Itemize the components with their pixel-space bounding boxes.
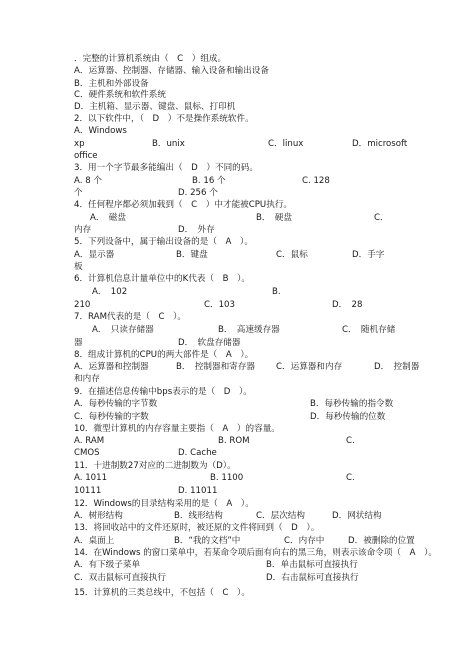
line-text: 14．在Windows 的窗口菜单中，若某命令项后面有向右的黑三角，则表示该命令项（ A ）。 bbox=[74, 548, 437, 558]
line-text: A．树形结构 bbox=[74, 511, 123, 521]
text-line bbox=[0, 471, 474, 485]
line-text: A．每秒传输的字节数 bbox=[74, 399, 158, 409]
line-text: 4．任何程序都必须加载到（ C ）中才能被CPU执行。 bbox=[74, 200, 293, 210]
line-text: 13．将回收站中的文件还原时，被还原的文件将回到（ D ）。 bbox=[74, 523, 320, 533]
line-text: A．桌面上 bbox=[74, 536, 115, 546]
option-text: B. 16 个 bbox=[192, 176, 226, 186]
option-text: C. bbox=[346, 473, 355, 483]
option-text: D. Cache bbox=[178, 448, 217, 458]
option-text: D．网状结构 bbox=[332, 511, 382, 521]
option-text: D．右击鼠标可直接执行 bbox=[266, 573, 359, 583]
line-text: 10111 bbox=[74, 486, 102, 496]
text-line bbox=[0, 198, 474, 212]
text-line bbox=[0, 484, 474, 498]
line-text: A． 磁盘 bbox=[90, 213, 126, 223]
line-text: 8．组成计算机的CPU的两大部件是（ A ）。 bbox=[74, 350, 254, 360]
line-text: B．主机和外部设备 bbox=[74, 79, 149, 89]
option-text: C．运算器和内存 bbox=[276, 362, 343, 372]
option-text: B．每秒传输的指令数 bbox=[310, 399, 394, 409]
line-text: 3．用一个字节最多能编出（ D ）不同的码。 bbox=[74, 163, 258, 173]
option-text: D. 256 个 bbox=[178, 188, 218, 198]
text-line bbox=[0, 571, 474, 585]
option-text: C． 随机存储 bbox=[342, 325, 396, 335]
line-text: A．运算器和控制器 bbox=[74, 362, 149, 372]
line-text: 210 bbox=[74, 300, 91, 310]
option-text: D．手字 bbox=[352, 250, 385, 260]
option-text: B． 硬盘 bbox=[256, 213, 292, 223]
line-text: office bbox=[74, 151, 98, 161]
option-text: B． 控制器和寄存器 bbox=[176, 362, 255, 372]
option-text: C. 128 bbox=[302, 176, 330, 186]
line-text: 板 bbox=[74, 262, 83, 272]
line-text: C．每秒传输的字数 bbox=[74, 412, 149, 422]
line-text: A. RAM bbox=[74, 436, 105, 446]
line-text: A．显示器 bbox=[74, 250, 115, 260]
text-line bbox=[0, 586, 474, 600]
option-text: B. 1100 bbox=[210, 473, 244, 483]
text-line bbox=[0, 285, 474, 299]
text-line bbox=[0, 397, 474, 411]
line-text: 个 bbox=[74, 188, 83, 198]
line-text: 9．在描述信息传输中bps表示的是（ D ）。 bbox=[74, 387, 252, 397]
line-text: 和内存 bbox=[74, 374, 100, 384]
text-line bbox=[0, 272, 474, 286]
text-line bbox=[0, 323, 474, 337]
line-text: A．有下级子菜单 bbox=[74, 560, 141, 570]
line-text: 10．微型计算机的内存容量主要指（ A ）的容量。 bbox=[74, 424, 280, 434]
line-text: CMOS bbox=[74, 448, 100, 458]
text-line bbox=[0, 64, 474, 78]
line-text: ．完整的计算机系统由（ C ）组成。 bbox=[74, 54, 227, 64]
text-line bbox=[0, 446, 474, 460]
option-text: D． 软盘存储器 bbox=[178, 338, 241, 348]
line-text: A．Windows bbox=[74, 126, 127, 136]
text-line bbox=[0, 558, 474, 572]
line-text: 15．计算机的三类总线中，不包括（ C ）。 bbox=[74, 588, 250, 598]
option-text: D． 外存 bbox=[178, 225, 215, 235]
line-text: 12．Windows的目录结构采用的是（ A ）。 bbox=[74, 499, 254, 509]
text-line bbox=[0, 372, 474, 386]
text-line bbox=[0, 235, 474, 249]
option-text: D． 控制器 bbox=[374, 362, 420, 372]
line-text: 11．十进制数27对应的二进制数为（D）。 bbox=[74, 461, 236, 471]
option-text: D．microsoft bbox=[352, 139, 408, 149]
option-text: C．103 bbox=[204, 300, 235, 310]
line-text: xp bbox=[74, 139, 85, 149]
line-text: 2．以下软件中，（ D ）不是操作系统软件。 bbox=[74, 114, 254, 124]
option-text: C． bbox=[374, 213, 389, 223]
option-text: C. bbox=[346, 436, 355, 446]
line-text: C．硬件系统和软件系统 bbox=[74, 90, 166, 100]
line-text: 5．下列设备中，属于输出设备的是（ A ）。 bbox=[74, 237, 253, 247]
line-text: A． 只读存储器 bbox=[92, 325, 154, 335]
text-line bbox=[0, 161, 474, 175]
option-text: B. ROM bbox=[218, 436, 250, 446]
option-text: B．“我的文档”中 bbox=[174, 536, 241, 546]
option-text: C．内存中 bbox=[284, 536, 325, 546]
option-text: B．unix bbox=[152, 139, 185, 149]
line-text: A． 102 bbox=[92, 287, 128, 297]
option-text: B． 高速缓存器 bbox=[218, 325, 280, 335]
option-text: B．线形结构 bbox=[174, 511, 223, 521]
option-text: B．单击鼠标可直接执行 bbox=[266, 560, 358, 570]
line-text: D．主机箱、显示器、键盘、鼠标、打印机 bbox=[74, 102, 236, 112]
text-line bbox=[0, 124, 474, 138]
option-text: C．linux bbox=[268, 139, 304, 149]
option-text: C．鼠标 bbox=[276, 250, 308, 260]
line-text: 器 bbox=[74, 338, 83, 348]
line-text: A. 8 个 bbox=[74, 176, 102, 186]
option-text: B. bbox=[272, 287, 281, 297]
line-text: 6．计算机信息计量单位中的K代表（ B ）。 bbox=[74, 274, 250, 284]
line-text: 7．RAM代表的是（ C ）。 bbox=[74, 312, 187, 322]
text-line bbox=[0, 521, 474, 535]
option-text: D．每秒传输的位数 bbox=[310, 412, 386, 422]
line-text: A．运算器、控制器、存储器、输入设备和输出设备 bbox=[74, 66, 269, 76]
line-text: 内存 bbox=[74, 225, 92, 235]
option-text: C．层次结构 bbox=[256, 511, 305, 521]
line-text: A. 1011 bbox=[74, 473, 108, 483]
line-text: C．双击鼠标可直接执行 bbox=[74, 573, 166, 583]
text-line bbox=[0, 310, 474, 324]
option-text: B．键盘 bbox=[176, 250, 208, 260]
option-text: D. 11011 bbox=[178, 486, 218, 496]
option-text: D．被删除的位置 bbox=[348, 536, 415, 546]
option-text: D． 28 bbox=[332, 300, 363, 310]
